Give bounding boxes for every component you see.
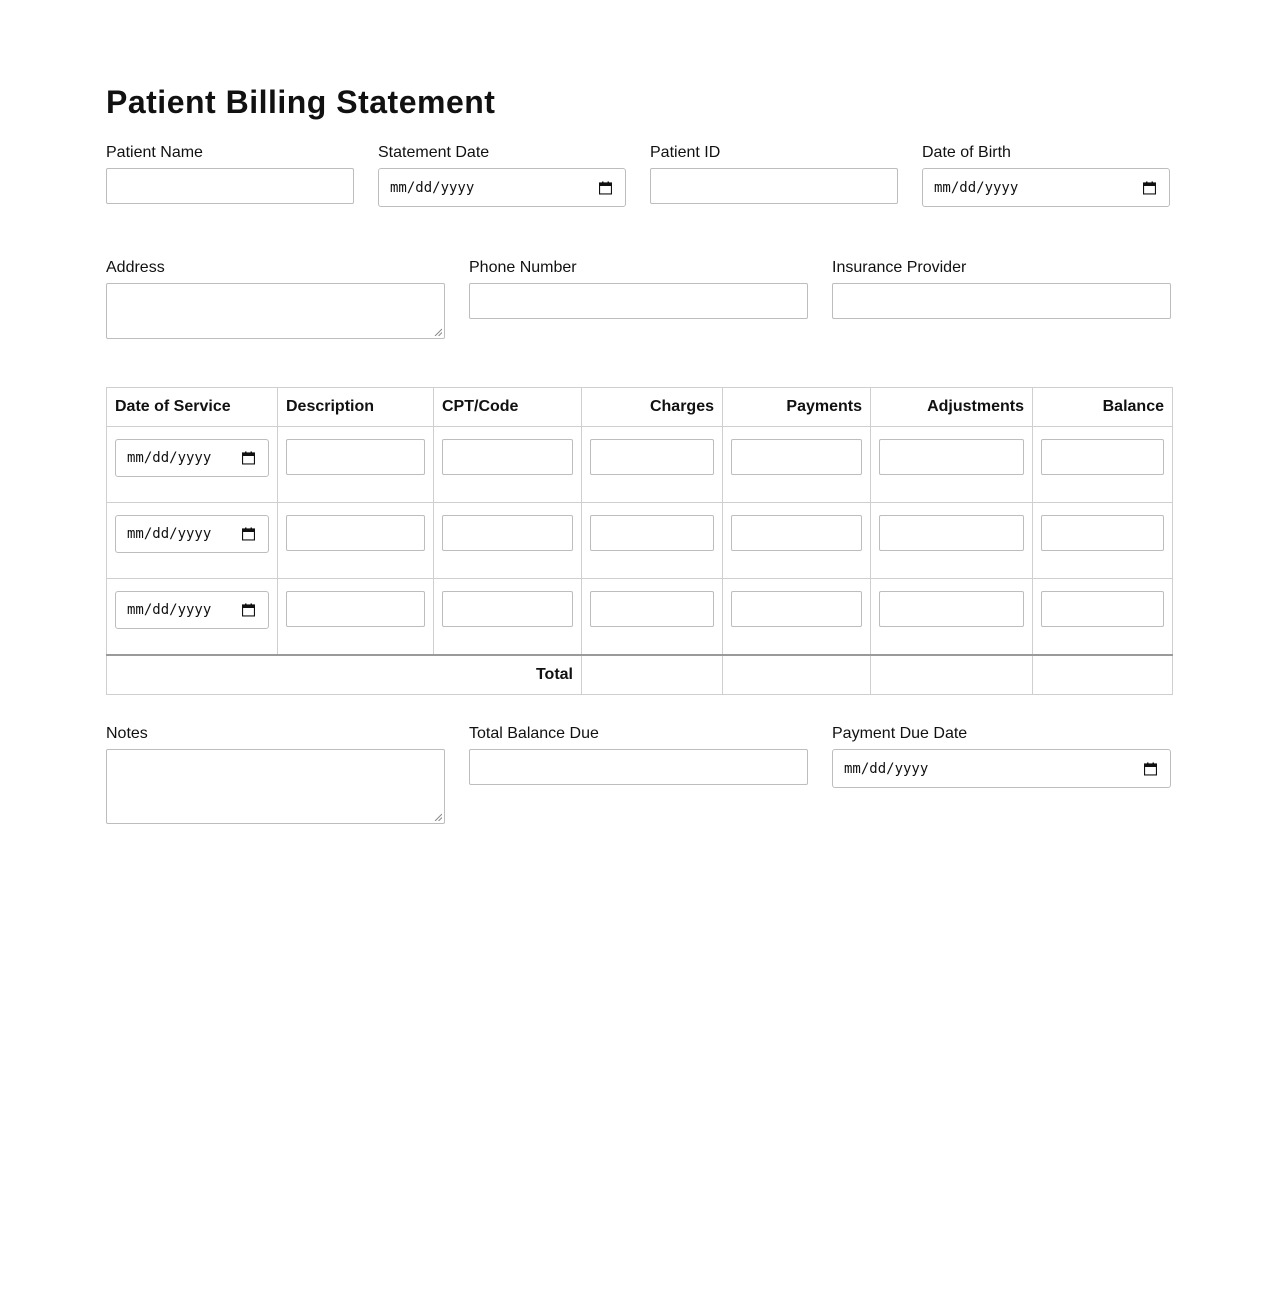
table-row bbox=[107, 503, 1173, 579]
resize-grip-icon[interactable] bbox=[434, 328, 442, 336]
payment-due-date-group bbox=[832, 725, 1171, 824]
cpt-code-input[interactable] bbox=[442, 439, 573, 475]
description-input[interactable] bbox=[286, 591, 425, 627]
date-of-birth-group bbox=[922, 144, 1170, 207]
adjustments-cell bbox=[871, 503, 1033, 579]
statement-date-input[interactable] bbox=[378, 168, 626, 207]
services-table bbox=[106, 387, 1173, 695]
charges-cell bbox=[582, 503, 723, 579]
adjustments-input[interactable] bbox=[879, 591, 1024, 627]
table-row bbox=[107, 427, 1173, 503]
total-charges bbox=[582, 655, 723, 695]
statement-date-placeholder: mm/dd/yyyy bbox=[390, 179, 475, 196]
payment-due-date-input[interactable] bbox=[832, 749, 1171, 788]
address-textarea[interactable] bbox=[106, 283, 445, 339]
payment-due-date-placeholder: mm/dd/yyyy bbox=[844, 760, 929, 777]
payments-input[interactable] bbox=[731, 591, 862, 627]
description-cell bbox=[278, 503, 434, 579]
total-payments bbox=[723, 655, 871, 695]
service-date-placeholder: mm/dd/yyyy bbox=[127, 526, 212, 542]
insurance-provider-label: Insurance Provider bbox=[832, 259, 967, 276]
header-cpt-code: CPT/Code bbox=[434, 388, 582, 427]
adjustments-cell bbox=[871, 579, 1033, 655]
total-adjustments bbox=[871, 655, 1033, 695]
patient-id-label: Patient ID bbox=[650, 144, 721, 161]
date-of-birth-placeholder: mm/dd/yyyy bbox=[934, 179, 1019, 196]
service-date-input[interactable] bbox=[115, 515, 269, 553]
cpt-code-cell bbox=[434, 427, 582, 503]
service-date-input[interactable] bbox=[115, 439, 269, 477]
payments-cell bbox=[723, 579, 871, 655]
payments-cell bbox=[723, 503, 871, 579]
total-row bbox=[107, 655, 1173, 695]
charges-input[interactable] bbox=[590, 439, 714, 475]
service-date-placeholder: mm/dd/yyyy bbox=[127, 450, 212, 466]
patient-info-row bbox=[106, 144, 1172, 207]
phone-number-label: Phone Number bbox=[469, 259, 577, 276]
calendar-icon[interactable] bbox=[242, 452, 255, 465]
total-balance-due-input[interactable] bbox=[469, 749, 808, 785]
adjustments-input[interactable] bbox=[879, 439, 1024, 475]
payments-input[interactable] bbox=[731, 515, 862, 551]
total-balance-due-label: Total Balance Due bbox=[469, 725, 599, 742]
address-label: Address bbox=[106, 259, 165, 276]
notes-group bbox=[106, 725, 445, 824]
header-balance: Balance bbox=[1033, 388, 1173, 427]
date-of-birth-label: Date of Birth bbox=[922, 144, 1011, 161]
calendar-icon[interactable] bbox=[242, 604, 255, 617]
summary-row bbox=[106, 725, 1172, 824]
balance-cell bbox=[1033, 503, 1173, 579]
header-description: Description bbox=[278, 388, 434, 427]
patient-name-input[interactable] bbox=[106, 168, 354, 204]
table-row bbox=[107, 579, 1173, 655]
contact-info-row bbox=[106, 259, 1172, 339]
description-input[interactable] bbox=[286, 439, 425, 475]
adjustments-cell bbox=[871, 427, 1033, 503]
total-label: Total bbox=[107, 655, 582, 695]
service-date-cell bbox=[107, 503, 278, 579]
header-charges: Charges bbox=[582, 388, 723, 427]
address-group bbox=[106, 259, 445, 339]
description-cell bbox=[278, 427, 434, 503]
total-balance bbox=[1033, 655, 1173, 695]
payments-cell bbox=[723, 427, 871, 503]
balance-cell bbox=[1033, 427, 1173, 503]
phone-number-group bbox=[469, 259, 808, 339]
total-balance-due-group bbox=[469, 725, 808, 824]
calendar-icon[interactable] bbox=[242, 528, 255, 541]
header-date-of-service: Date of Service bbox=[107, 388, 278, 427]
patient-name-label: Patient Name bbox=[106, 144, 203, 161]
description-cell bbox=[278, 579, 434, 655]
statement-date-group bbox=[378, 144, 626, 207]
patient-id-input[interactable] bbox=[650, 168, 898, 204]
cpt-code-cell bbox=[434, 579, 582, 655]
cpt-code-input[interactable] bbox=[442, 591, 573, 627]
description-input[interactable] bbox=[286, 515, 425, 551]
charges-cell bbox=[582, 427, 723, 503]
payments-input[interactable] bbox=[731, 439, 862, 475]
date-of-birth-input[interactable] bbox=[922, 168, 1170, 207]
balance-input[interactable] bbox=[1041, 515, 1164, 551]
patient-name-group bbox=[106, 144, 354, 207]
phone-number-input[interactable] bbox=[469, 283, 808, 319]
payment-due-date-label: Payment Due Date bbox=[832, 725, 968, 742]
balance-cell bbox=[1033, 579, 1173, 655]
resize-grip-icon[interactable] bbox=[434, 813, 442, 821]
service-date-cell bbox=[107, 427, 278, 503]
charges-input[interactable] bbox=[590, 591, 714, 627]
service-date-input[interactable] bbox=[115, 591, 269, 629]
notes-textarea[interactable] bbox=[106, 749, 445, 824]
balance-input[interactable] bbox=[1041, 591, 1164, 627]
insurance-provider-input[interactable] bbox=[832, 283, 1171, 319]
notes-label: Notes bbox=[106, 725, 148, 742]
calendar-icon[interactable] bbox=[1143, 181, 1156, 194]
cpt-code-input[interactable] bbox=[442, 515, 573, 551]
header-payments: Payments bbox=[723, 388, 871, 427]
service-date-placeholder: mm/dd/yyyy bbox=[127, 602, 212, 618]
balance-input[interactable] bbox=[1041, 439, 1164, 475]
cpt-code-cell bbox=[434, 503, 582, 579]
page-title: Patient Billing Statement bbox=[106, 84, 496, 120]
patient-id-group bbox=[650, 144, 898, 207]
table-header-row bbox=[107, 388, 1173, 427]
adjustments-input[interactable] bbox=[879, 515, 1024, 551]
calendar-icon[interactable] bbox=[1144, 762, 1157, 775]
calendar-icon[interactable] bbox=[599, 181, 612, 194]
charges-input[interactable] bbox=[590, 515, 714, 551]
insurance-provider-group bbox=[832, 259, 1171, 339]
billing-form bbox=[106, 0, 1172, 824]
header-adjustments: Adjustments bbox=[871, 388, 1033, 427]
service-date-cell bbox=[107, 579, 278, 655]
statement-date-label: Statement Date bbox=[378, 144, 490, 161]
charges-cell bbox=[582, 579, 723, 655]
